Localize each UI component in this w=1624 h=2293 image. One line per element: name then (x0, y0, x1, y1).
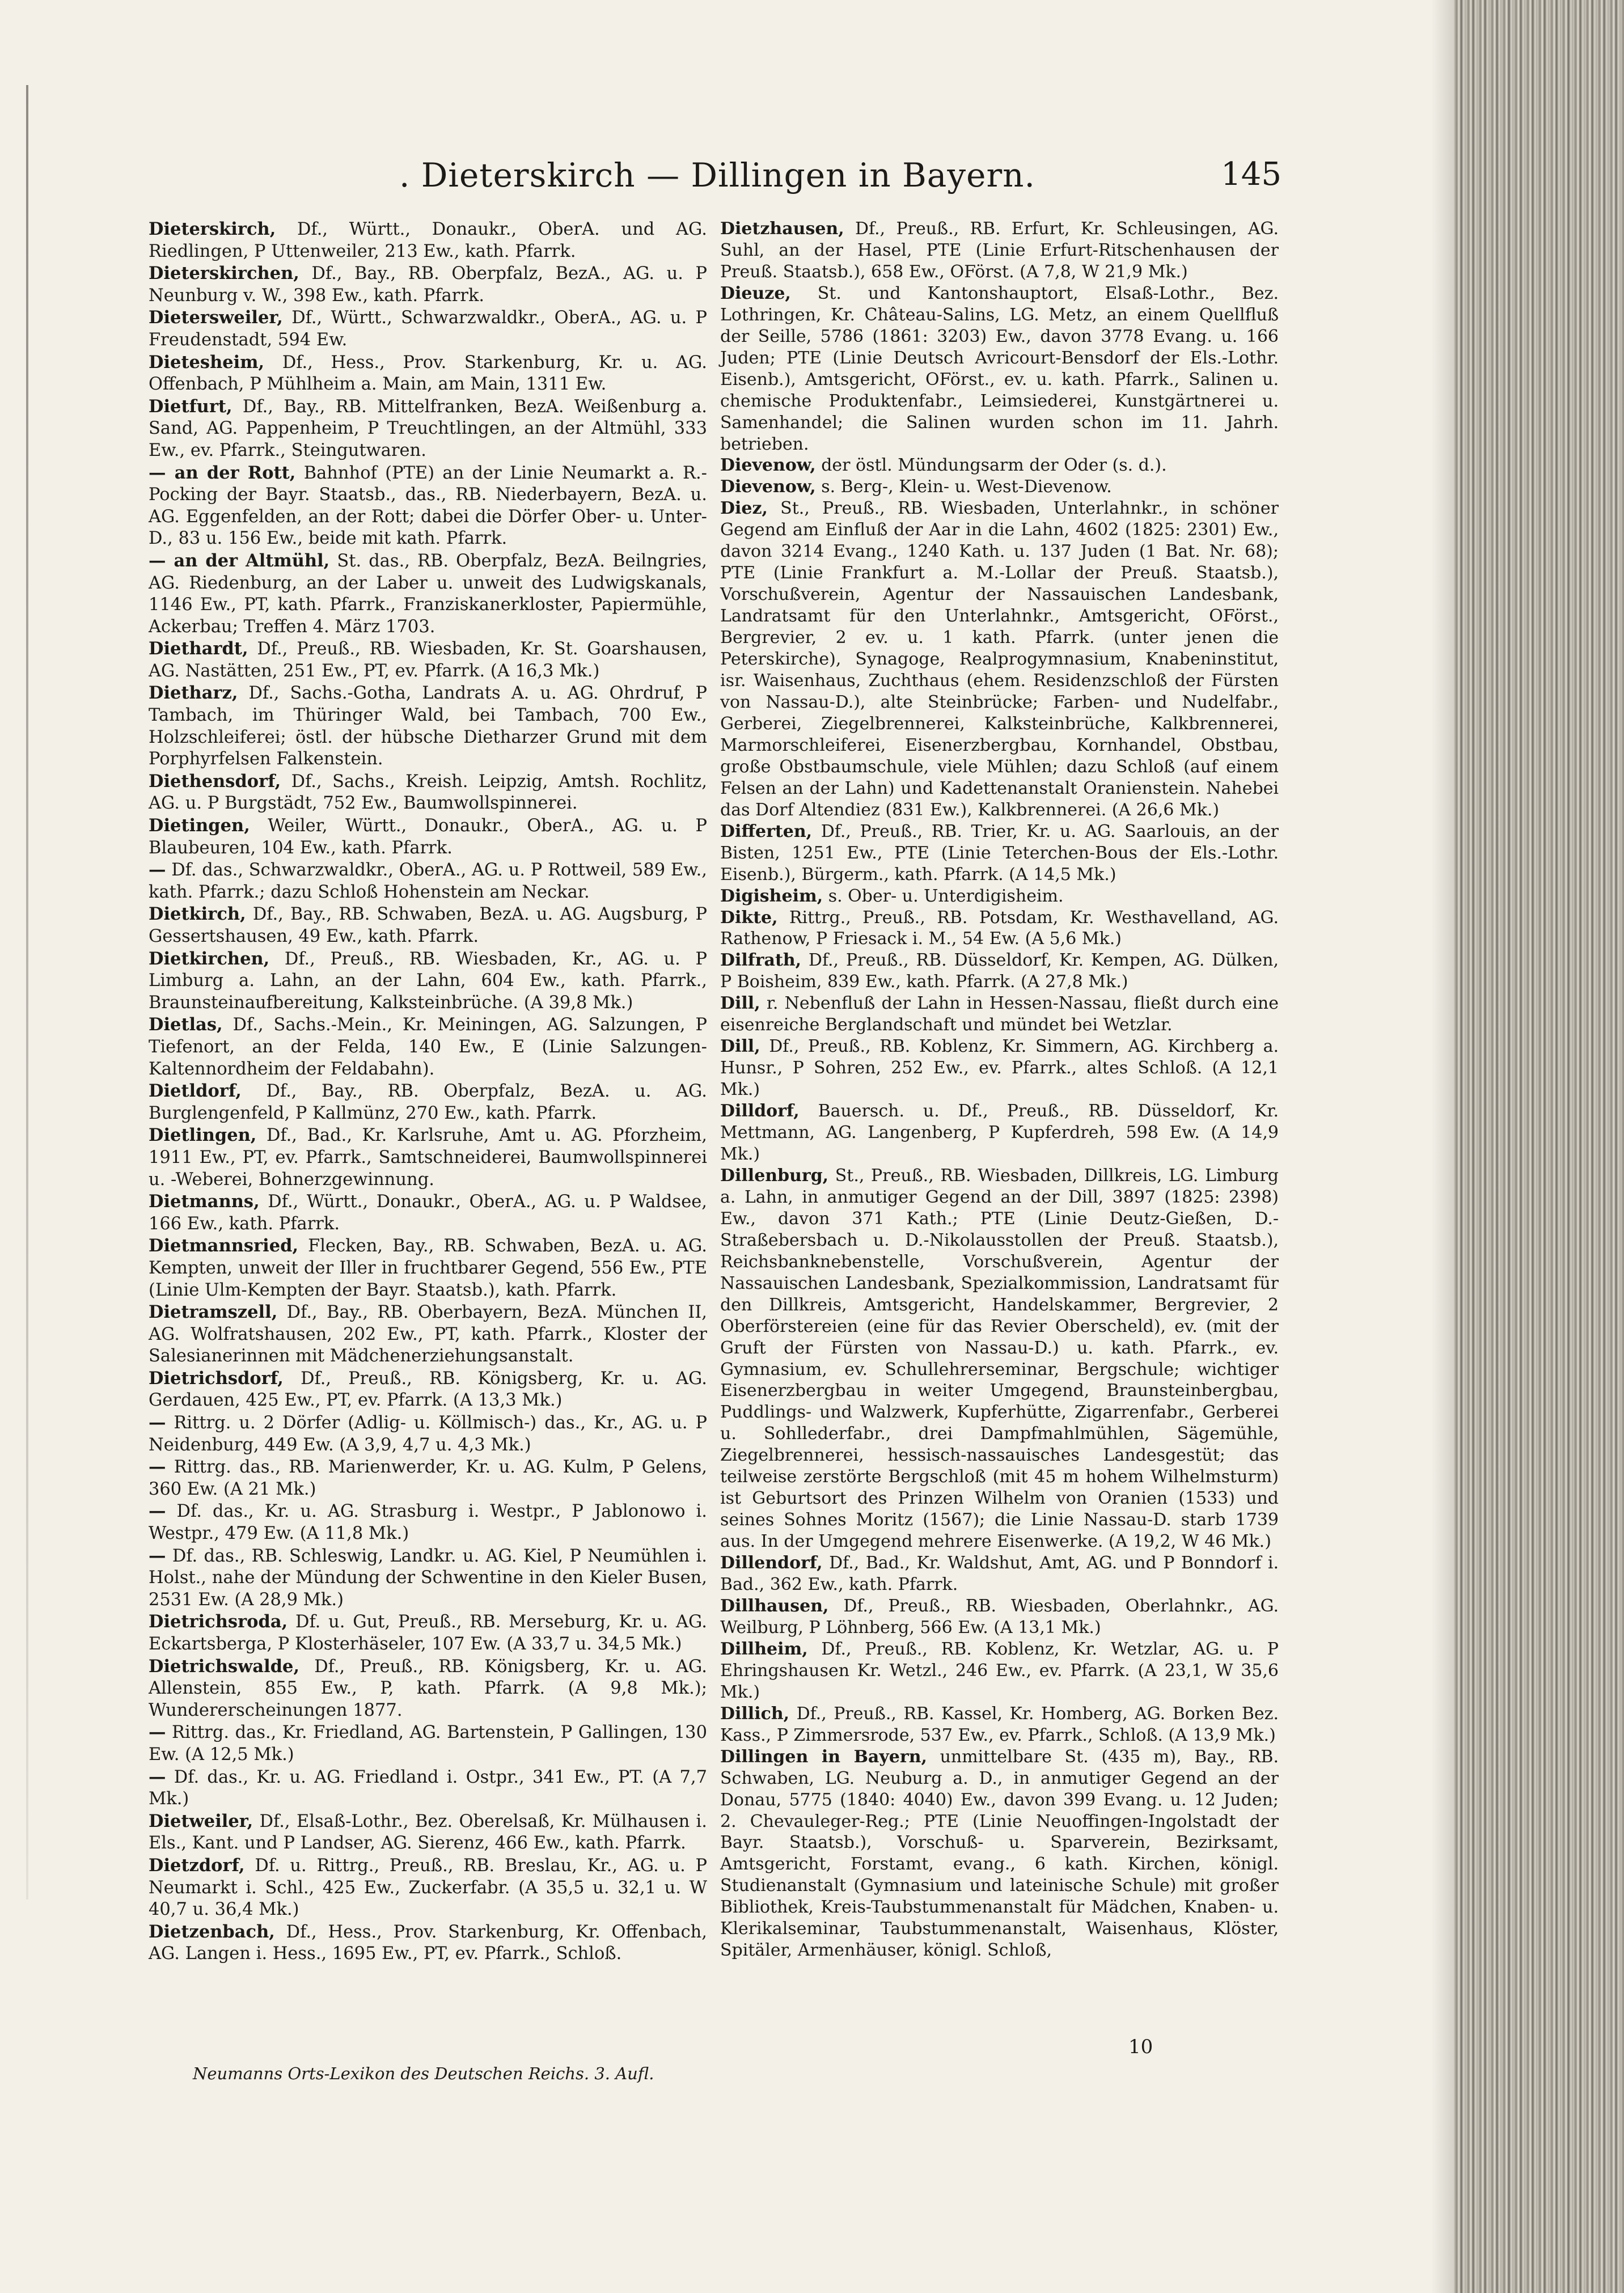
dictionary-entry (720, 476, 1279, 498)
dictionary-entry (149, 263, 707, 307)
entry-text: Df. u. Gut, Preuß., RB. Merseburg, Kr. u. AG. Eckartsberga, P Klosterhäseler, 107 Ew. (A 33,7 u. 34,5 Mk.) (149, 1612, 707, 1654)
entry-headword: Diethensdorf, (149, 771, 281, 792)
entry-text: Df., Hess., Prov. Starkenburg, Kr. Offenbach, AG. Langen i. Hess., 1695 Ew., PT, ev. Pfarrk., Schloß. (149, 1922, 707, 1964)
entry-text: Df. das., Kr. u. AG. Friedland i. Ostpr., 341 Ew., PT. (A 7,7 Mk.) (149, 1767, 707, 1809)
entry-headword: Dietweiler, (149, 1810, 253, 1831)
entry-headword: — (149, 1722, 166, 1743)
entry-text: Df. das., RB. Schleswig, Landkr. u. AG. Kiel, P Neumühlen i. Holst., nahe der Mündung der Schwentine in den Kieler Busen, 2531 Ew. (A 28,9 Mk.) (149, 1546, 707, 1610)
entry-headword: Dilfrath, (720, 950, 802, 971)
entry-headword: Dietzenbach, (149, 1921, 275, 1942)
entry-text: Df., Bay., RB. Oberbayern, BezA. München II, AG. Wolfratshausen, 202 Ew., PT, kath. Pfarrk., Kloster der Salesianerinnen mit Mädchenerziehungsanstalt. (149, 1302, 707, 1367)
dictionary-entry (149, 1235, 707, 1301)
dictionary-entry (149, 1810, 707, 1855)
dictionary-entry (149, 352, 707, 396)
entry-headword: Dietfurt, (149, 396, 232, 417)
dictionary-entry (720, 1639, 1279, 1703)
dictionary-entry (149, 1611, 707, 1655)
entry-text: der östl. Mündungsarm der Oder (s. d.). (815, 455, 1167, 476)
entry-text: Df., Elsaß-Lothr., Bez. Oberelsaß, Kr. Mülhausen i. Els., Kant. und P Landser, AG. Sierenz, 466 Ew., kath. Pfarrk. (149, 1811, 707, 1854)
entry-headword: — an der Altmühl, (149, 550, 330, 571)
dictionary-entry (720, 1596, 1279, 1639)
entry-text: Flecken, Bay., RB. Schwaben, BezA. u. AG. Kempten, unweit der Iller in fruchtbarer Gegend, 556 Ew., PTE (Linie Ulm-Kempten der Bayr. Staatsb.), kath. Pfarrk. (149, 1236, 707, 1300)
entry-headword: Dietzhausen, (720, 219, 844, 239)
entry-headword: Dietlas, (149, 1014, 223, 1035)
entry-headword: Dillich, (720, 1703, 790, 1724)
entry-headword: Dill, (720, 993, 760, 1014)
entry-headword: Dietkirch, (149, 904, 246, 925)
dictionary-entry (149, 771, 707, 815)
entry-text: Df., Sachs., Kreish. Leipzig, Amtsh. Rochlitz, AG. u. P Burgstädt, 752 Ew., Baumwollspinnerei. (149, 771, 707, 814)
dictionary-entry (149, 1545, 707, 1611)
entry-text: Df., Bay., RB. Schwaben, BezA. u. AG. Augsburg, P Gessertshausen, 49 Ew., kath. Pfarrk. (149, 904, 707, 946)
dictionary-entry (720, 1746, 1279, 1962)
dictionary-entry (720, 283, 1279, 455)
entry-text: Df., Württ., Donaukr., OberA., AG. u. P Waldsee, 166 Ew., kath. Pfarrk. (149, 1192, 707, 1234)
entry-text: Bauersch. u. Df., Preuß., RB. Düsseldorf, Kr. Mettmann, AG. Langenberg, P Kupferdreh, 598 Ew. (A 14,9 Mk.) (720, 1101, 1279, 1164)
entry-text: Df., Preuß., RB. Wiesbaden, Kr., AG. u. P Limburg a. Lahn, an der Lahn, 604 Ew., kath. Pfarrk., Braunsteinaufbereitung, Kalksteinbrüche. (A 39,8 Mk.) (149, 949, 707, 1013)
entry-text: Rittrg., Preuß., RB. Potsdam, Kr. Westhavelland, AG. Rathenow, P Friesack i. M., 54 Ew. (A 5,6 Mk.) (720, 907, 1279, 949)
entry-text: Rittrg. das., RB. Marienwerder, Kr. u. AG. Kulm, P Gelens, 360 Ew. (A 21 Mk.) (149, 1457, 707, 1499)
entry-headword: Dilldorf, (720, 1101, 800, 1122)
dictionary-entry (149, 396, 707, 462)
entry-headword: Dikte, (720, 907, 778, 928)
entry-headword: Dieterskirchen, (149, 263, 299, 284)
dictionary-entry (149, 1456, 707, 1500)
entry-text: Df., Bad., Kr. Karlsruhe, Amt u. AG. Pforzheim, 1911 Ew., PT, ev. Pfarrk., Samtschneiderei, Baumwollspinnerei u. -Weberei, Bohnerzgewinnung. (149, 1126, 707, 1190)
dictionary-entry (149, 1080, 707, 1124)
signature-mark: 10 (1128, 2036, 1153, 2058)
entry-text: r. Nebenfluß der Lahn in Hessen-Nassau, fließt durch eine eisenreiche Berglandschaft und mündet bei Wetzlar. (720, 993, 1279, 1035)
entry-text: Df., Preuß., RB. Erfurt, Kr. Schleusingen, AG. Suhl, an der Hasel, PTE (Linie Erfurt-Ritschenhausen der Preuß. Staatsb.), 658 Ew., OFörst. (A 7,8, W 21,9 Mk.) (720, 219, 1279, 282)
entry-headword: — (149, 1412, 166, 1433)
entry-text: Df. das., Schwarzwaldkr., OberA., AG. u. P Rottweil, 589 Ew., kath. Pfarrk.; dazu Schloß Hohenstein am Neckar. (149, 860, 707, 902)
entry-text: Df., Württ., Schwarzwaldkr., OberA., AG. u. P Freudenstadt, 594 Ew. (149, 308, 707, 350)
entry-headword: Diez, (720, 498, 768, 519)
dictionary-entry (149, 682, 707, 770)
dictionary-entry (720, 907, 1279, 950)
page-header (153, 156, 1282, 207)
margin-shadow (26, 85, 28, 1899)
dictionary-entry (149, 1368, 707, 1412)
entry-headword: — (149, 1545, 166, 1566)
entry-text: Df., Preuß., RB. Koblenz, Kr. Wetzlar, AG. u. P Ehringshausen Kr. Wetzl., 246 Ew., ev. Pfarrk. (A 23,1, W 35,6 Mk.) (720, 1639, 1279, 1702)
dictionary-entry (149, 638, 707, 682)
entry-text: Df., Preuß., RB. Königsberg, Kr. u. AG. Gerdauen, 425 Ew., PT, ev. Pfarrk. (A 13,3 Mk.) (149, 1368, 707, 1411)
entry-text: s. Ober- u. Unterdigisheim. (823, 886, 1064, 906)
entry-headword: Dillendorf, (720, 1553, 823, 1573)
entry-text: Df., Bay., RB. Oberpfalz, BezA., AG. u. P Neunburg v. W., 398 Ew., kath. Pfarrk. (149, 264, 707, 306)
book-page-edge (1454, 0, 1624, 2293)
entry-headword: Dieuze, (720, 283, 791, 303)
entry-headword: Dievenow, (720, 477, 816, 497)
dictionary-entry (149, 1766, 707, 1810)
dictionary-entry (149, 1921, 707, 1965)
entry-text: Rittrg. das., Kr. Friedland, AG. Bartenstein, P Gallingen, 130 Ew. (A 12,5 Mk.) (149, 1723, 707, 1765)
entry-text: Bahnhof (PTE) an der Linie Neumarkt a. R.-Pocking der Bayr. Staatsb., das., RB. Niederbayern, BezA. u. AG. Eggenfelden, an der Rott; dabei die Dörfer Ober- u. Unter-D., 83 u. 156 Ew., beide mit kath. Pfarrk. (149, 463, 707, 549)
dictionary-entry (149, 218, 707, 263)
dictionary-entry (149, 307, 707, 351)
dictionary-entry (149, 1301, 707, 1368)
entry-text: Df., Preuß., RB. Düsseldorf, Kr. Kempen, AG. Dülken, P Boisheim, 839 Ew., kath. Pfarrk. (A 27,8 Mk.) (720, 950, 1279, 992)
entry-headword: — an der Rott, (149, 462, 296, 483)
entry-headword: Dietmanns, (149, 1191, 260, 1212)
entry-headword: Dietharz, (149, 683, 238, 704)
entry-text: Df., Preuß., RB. Trier, Kr. u. AG. Saarlouis, an der Bisten, 1251 Ew., PTE (Linie Teterchen-Bous der Els.-Lothr. Eisenb.), Bürgerm., kath. Pfarrk. (A 14,5 Mk.) (720, 821, 1279, 885)
entry-text: unmittelbare St. (435 m), Bay., RB. Schwaben, LG. Neuburg a. D., in anmutiger Gegend an der Donau, 5775 (1840: 4040) Ew., davon 399 Evang. u. 12 Juden; 2. Chevauleger-Reg.; PTE (Linie Neuoffingen-Ingolstadt der Bayr. Staatsb.), Vorschuß- u. Sparverein, Bezirksamt, Amtsgericht, Forstamt, evang., 6 kath. Kirchen, königl. Studienanstalt (Gymnasium und lateinische Schule) mit großer Bibliothek, Kreis-Taubstummenanstalt für Mädchen, Knaben- u. Klerikalseminar, Taubstummenanstalt, Waisenhaus, Klöster, Spitäler, Armenhäuser, königl. Schloß, (720, 1746, 1279, 1961)
entry-headword: Dietramszell, (149, 1302, 278, 1323)
entry-headword: Dietldorf, (149, 1081, 242, 1102)
entry-text: Df., Preuß., RB. Königsberg, Kr. u. AG. Allenstein, 855 Ew., P, kath. Pfarrk. (A 9,8 Mk.); Wundererscheinungen 1877. (149, 1656, 707, 1720)
dictionary-entry (720, 821, 1279, 886)
entry-headword: Dieterskirch, (149, 219, 276, 239)
entry-headword: Dillenburg, (720, 1165, 829, 1186)
entry-text: Df., Preuß., RB. Wiesbaden, Kr. St. Goarshausen, AG. Nastätten, 251 Ew., PT, ev. Pfarrk. (A 16,3 Mk.) (149, 639, 707, 681)
entry-text: Df., Bad., Kr. Waldshut, Amt, AG. und P Bonndorf i. Bad., 362 Ew., kath. Pfarrk. (720, 1553, 1279, 1595)
right-column (720, 218, 1279, 1961)
dictionary-entry (149, 1721, 707, 1766)
entry-headword: Dill, (720, 1036, 760, 1057)
entry-headword: Diethardt, (149, 638, 248, 659)
entry-headword: — (149, 1766, 166, 1787)
entry-headword: Dietmannsried, (149, 1236, 299, 1257)
dictionary-entry (149, 859, 707, 903)
entry-text: Rittrg. u. 2 Dörfer (Adlig- u. Köllmisch-) das., Kr., AG. u. P Neidenburg, 449 Ew. (A 3,9, 4,7 u. 4,3 Mk.) (149, 1413, 707, 1455)
footer-imprint: Neumanns Orts-Lexikon des Deutschen Reichs. 3. Aufl. (193, 2064, 654, 2083)
dictionary-entry (720, 1165, 1279, 1552)
dictionary-entry (149, 1412, 707, 1456)
entry-text: St. und Kantonshauptort, Elsaß-Lothr., Bez. Lothringen, Kr. Château-Salins, LG. Metz, an einem Quellfluß der Seille, 5786 (1861: 3203) Ew., davon 3778 Evang. u. 166 Juden; PTE (Linie Deutsch Avricourt-Bensdorf der Els.-Lothr. Eisenb.), Amtsgericht, OFörst., ev. u. kath. Pfarrk., Salinen u. chemische Produktenfabr., Leimsiederei, Kunstgärtnerei u. Samenhandel; die Salinen wurden schon im 11. Jahrh. betrieben. (720, 283, 1279, 454)
entry-headword: Dietlingen, (149, 1125, 257, 1146)
dictionary-entry (720, 498, 1279, 820)
dictionary-entry (149, 462, 707, 550)
entry-headword: — (149, 1501, 166, 1522)
entry-text: Weiler, Württ., Donaukr., OberA., AG. u. P Blaubeuren, 104 Ew., kath. Pfarrk. (149, 816, 707, 858)
entry-text: Df., Sachs.-Gotha, Landrats A. u. AG. Ohrdruf, P Tambach, im Thüringer Wald, bei Tambach, 700 Ew., Holzschleiferei; östl. der hübsche Dietharzer Grund mit dem Porphyrfelsen Falkenstein. (149, 683, 707, 769)
dictionary-entry (720, 1703, 1279, 1746)
dictionary-entry (720, 1101, 1279, 1165)
entry-headword: — (149, 860, 166, 881)
entry-text: s. Berg-, Klein- u. West-Dievenow. (815, 477, 1112, 497)
dictionary-entry (720, 886, 1279, 907)
dictionary-entry (720, 1036, 1279, 1101)
dictionary-entry (720, 993, 1279, 1036)
dictionary-entry (149, 948, 707, 1014)
entry-text: Df., Hess., Prov. Starkenburg, Kr. u. AG. Offenbach, P Mühlheim a. Main, am Main, 1311 Ew. (149, 352, 707, 395)
entry-text: Df., Preuß., RB. Wiesbaden, Oberlahnkr., AG. Weilburg, P Löhnberg, 566 Ew. (A 13,1 Mk.) (720, 1596, 1279, 1638)
entry-headword: Dietrichswalde, (149, 1656, 300, 1677)
entry-headword: Dietzdorf, (149, 1855, 245, 1876)
entry-headword: Dietkirchen, (149, 948, 270, 969)
dictionary-entry (720, 950, 1279, 993)
running-title: . Dieterskirch — Dillingen in Bayern. (399, 156, 1035, 194)
dictionary-entry (149, 1191, 707, 1235)
entry-headword: Dietingen, (149, 815, 250, 836)
entry-text: Df., Preuß., RB. Kassel, Kr. Homberg, AG. Borken Bez. Kass., P Zimmersrode, 537 Ew., ev. Pfarrk., Schloß. (A 13,9 Mk.) (720, 1703, 1279, 1745)
entry-text: Df. u. Rittrg., Preuß., RB. Breslau, Kr., AG. u. P Neumarkt i. Schl., 425 Ew., Zuckerfabr. (A 35,5 u. 32,1 u. W 40,7 u. 36,4 Mk.) (149, 1855, 707, 1920)
entry-headword: Dillhausen, (720, 1596, 829, 1616)
entry-headword: Dietrichsdorf, (149, 1368, 284, 1389)
entry-headword: Differten, (720, 821, 813, 841)
entry-headword: Dietrichsroda, (149, 1611, 288, 1632)
entry-headword: Digisheim, (720, 886, 823, 906)
entry-headword: Dillingen in Bayern, (720, 1746, 927, 1767)
entry-text: Df. das., Kr. u. AG. Strasburg i. Westpr., P Jablonowo i. Westpr., 479 Ew. (A 11,8 Mk.) (149, 1501, 707, 1544)
dictionary-entry (149, 815, 707, 859)
dictionary-entry (720, 1552, 1279, 1596)
entry-headword: — (149, 1457, 166, 1478)
entry-text: St., Preuß., RB. Wiesbaden, Unterlahnkr., in schöner Gegend am Einfluß der Aar in die Lahn, 4602 (1825: 2301) Ew., davon 3214 Evang., 1240 Kath. u. 137 Juden (1 Bat. Nr. 68); PTE (Linie Frankfurt a. M.-Lollar der Preuß. Staatsb.), Vorschußverein, Agentur der Nassauischen Landesbank, Landratsamt für den Unterlahnkr., Amtsgericht, OFörst., Bergrevier, 2 ev. u. 1 kath. Pfarrk. (unter jenen die Peterskirche), Synagoge, Realprogymnasium, Knabeninstitut, isr. Waisenhaus, Zuchthaus (ehem. Residenzschloß der Fürsten von Nassau-D.), alte Steinbrücke; Farben- und Nudelfabr., Gerberei, Ziegelbrennerei, Kalksteinbrüche, Kalkbrennerei, Marmorschleiferei, Eisenerzbergbau, Kornhandel, Obstbau, große Obstbaumschule, viele Mühlen; dazu Schloß (auf einem Felsen an der Lahn) und Kadettenanstalt Oranienstein. Nahebei das Dorf Altendiez (831 Ew.), Kalkbrennerei. (A 26,6 Mk.) (720, 498, 1279, 820)
left-column (149, 218, 707, 1965)
entry-text: St. das., RB. Oberpfalz, BezA. Beilngries, AG. Riedenburg, an der Laber u. unweit des Ludwigskanals, 1146 Ew., PT, kath. Pfarrk., Franziskanerkloster, Papiermühle, Ackerbau; Treffen 4. März 1703. (149, 551, 707, 637)
dictionary-entry (720, 455, 1279, 476)
entry-text: Df., Bay., RB. Oberpfalz, BezA. u. AG. Burglengenfeld, P Kallmünz, 270 Ew., kath. Pfarrk. (149, 1081, 707, 1123)
dictionary-entry (149, 550, 707, 638)
entry-text: St., Preuß., RB. Wiesbaden, Dillkreis, LG. Limburg a. Lahn, in anmutiger Gegend an der Dill, 3897 (1825: 2398) Ew., davon 371 Kath.; PTE (Linie Deutz-Gießen, D.-Straßebersbach u. D.-Nikolausstollen der Preuß. Staatsb.), Reichsbanknebenstelle, Vorschußverein, Agentur der Nassauischen Landesbank, Spezialkommission, Landratsamt für den Dillkreis, Amtsgericht, Handelskammer, Bergrevier, 2 Oberförstereien (eine für das Revier Oberscheld), ev. (mit der Gruft der Fürsten von Nassau-D.) u. kath. Pfarrk., ev. Gymnasium, ev. Schullehrerseminar, Bergschule; wichtiger Eisenerzbergbau in weiter Umgegend, Braunsteinbergbau, Puddlings- und Walzwerk, Kupferhütte, Zigarrenfabr., Gerberei u. Sohllederfabr., drei Dampfmahlmühlen, Sägemühle, Ziegelbrennerei, hessisch-nassauisches Landesgestüt; das teilweise zerstörte Bergschloß (mit 45 m hohem Wilhelmsturm) ist Geburtsort des Prinzen Wilhelm von Oranien (1533) und seines Sohnes Moritz (1567); die Linie Nassau-D. starb 1739 aus. In der Umgegend mehrere Eisenwerke. (A 19,2, W 46 Mk.) (720, 1165, 1279, 1552)
dictionary-entry (720, 218, 1279, 283)
entry-text: Df., Württ., Donaukr., OberA. und AG. Riedlingen, P Uttenweiler, 213 Ew., kath. Pfarrk. (149, 219, 707, 261)
entry-text: Df., Sachs.-Mein., Kr. Meiningen, AG. Salzungen, P Tiefenort, an der Felda, 140 Ew., E (Linie Salzungen-Kaltennordheim der Feldabahn). (149, 1015, 707, 1079)
entry-headword: Dillheim, (720, 1639, 808, 1659)
dictionary-entry (149, 1500, 707, 1545)
page-number: 145 (1221, 156, 1282, 193)
entry-headword: Dietesheim, (149, 352, 265, 373)
dictionary-entry (149, 1656, 707, 1722)
entry-headword: Dietersweiler, (149, 307, 283, 328)
dictionary-entry (149, 1014, 707, 1080)
entry-headword: Dievenow, (720, 455, 816, 476)
dictionary-entry (149, 1124, 707, 1191)
entry-text: Df., Preuß., RB. Koblenz, Kr. Simmern, AG. Kirchberg a. Hunsr., P Sohren, 252 Ew., ev. Pfarrk., altes Schloß. (A 12,1 Mk.) (720, 1036, 1279, 1100)
entry-text: Df., Bay., RB. Mittelfranken, BezA. Weißenburg a. Sand, AG. Pappenheim, P Treuchtlingen, an der Altmühl, 333 Ew., ev. Pfarrk., Steingutwaren. (149, 396, 707, 460)
dictionary-entry (149, 1855, 707, 1921)
dictionary-entry (149, 903, 707, 947)
